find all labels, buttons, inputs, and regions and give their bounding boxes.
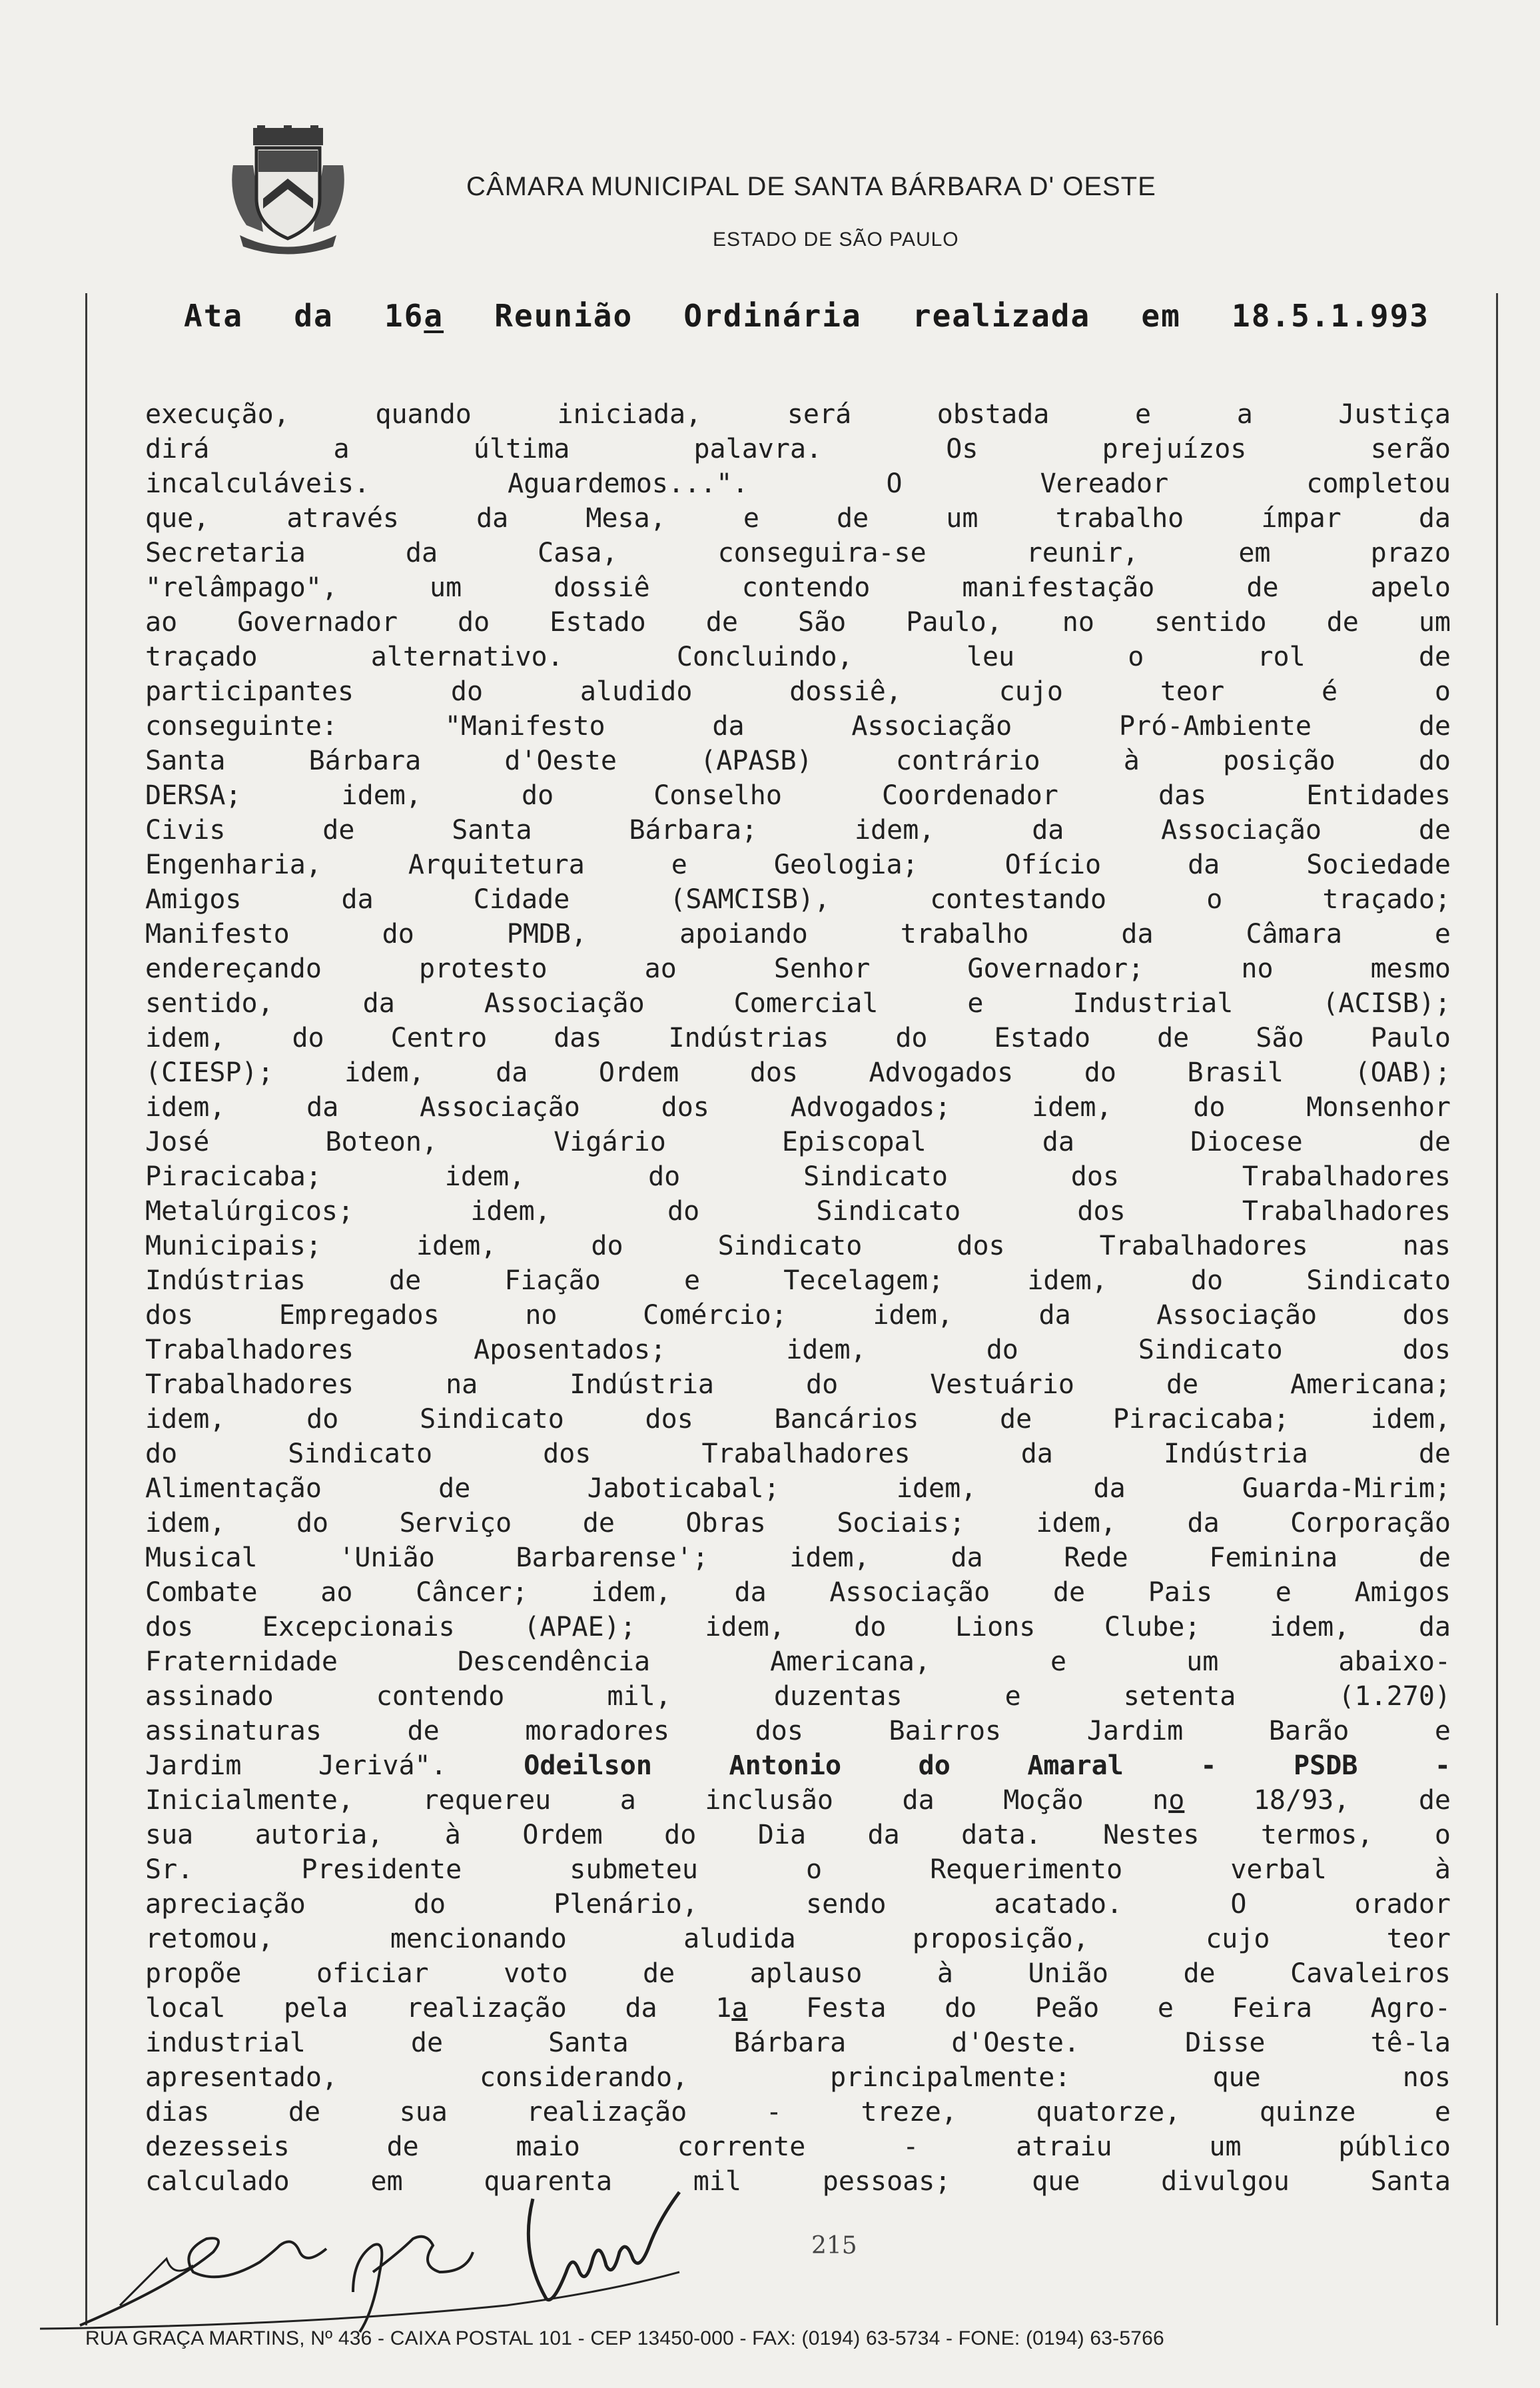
body-line: apreciação do Plenário, sendo acatado. O orador bbox=[145, 1889, 1451, 1920]
body-line: retomou, mencionando aludida proposição, cujo teor bbox=[145, 1924, 1451, 1954]
body-line: endereçando protesto ao Senhor Governador; no mesmo bbox=[145, 953, 1451, 984]
body-line: participantes do aludido dossiê, cujo teor é o bbox=[145, 676, 1451, 707]
body-line: Sr. Presidente submeteu o Requerimento verbal à bbox=[145, 1854, 1451, 1885]
body-line: industrial de Santa Bárbara d'Oeste. Disse tê-la bbox=[145, 2028, 1451, 2058]
body-line: dias de sua realização - treze, quatorze, quinze e bbox=[145, 2097, 1451, 2127]
body-line: Fraternidade Descendência Americana, e um abaixo- bbox=[145, 1646, 1451, 1677]
body-line: Metalúrgicos; idem, do Sindicato dos Trabalhadores bbox=[145, 1196, 1451, 1227]
minutes-title: Ata da 16a Reunião Ordinária realizada em 18.5.1.993 bbox=[184, 298, 1429, 334]
left-margin-rule bbox=[85, 293, 87, 2325]
body-line: idem, do Serviço de Obras Sociais; idem, da Corporação bbox=[145, 1508, 1451, 1538]
signatures-icon bbox=[40, 2172, 706, 2339]
body-line: Combate ao Câncer; idem, da Associação de Pais e Amigos bbox=[145, 1577, 1451, 1608]
body-line: conseguinte: "Manifesto da Associação Pró-Ambiente de bbox=[145, 711, 1451, 742]
body-line: José Boteon, Vigário Episcopal da Diocese de bbox=[145, 1127, 1451, 1157]
body-line: Musical 'União Barbarense'; idem, da Rede Feminina de bbox=[145, 1542, 1451, 1573]
body-line: apresentado, considerando, principalmente: que nos bbox=[145, 2062, 1451, 2093]
body-line: assinaturas de moradores dos Bairros Jardim Barão e bbox=[145, 1716, 1451, 1746]
body-line: dos Empregados no Comércio; idem, da Associação dos bbox=[145, 1300, 1451, 1331]
right-margin-rule bbox=[1496, 293, 1498, 2325]
body-line: Indústrias de Fiação e Tecelagem; idem, do Sindicato bbox=[145, 1265, 1451, 1296]
body-line: Municipais; idem, do Sindicato dos Trabalhadores nas bbox=[145, 1231, 1451, 1261]
body-line: Amigos da Cidade (SAMCISB), contestando o traçado; bbox=[145, 884, 1451, 915]
body-line: DERSA; idem, do Conselho Coordenador das Entidades bbox=[145, 780, 1451, 811]
body-line: local pela realização da 1a Festa do Peão e Feira Agro- bbox=[145, 1993, 1451, 2024]
body-line: do Sindicato dos Trabalhadores da Indústria de bbox=[145, 1439, 1451, 1469]
body-line: calculado em quarenta mil pessoas; que divulgou Santa bbox=[145, 2166, 1451, 2197]
body-line: Trabalhadores Aposentados; idem, do Sindicato dos bbox=[145, 1335, 1451, 1365]
body-line: "relâmpago", um dossiê contendo manifestação de apelo bbox=[145, 572, 1451, 603]
page-number: 215 bbox=[811, 2232, 857, 2259]
body-line: Alimentação de Jaboticabal; idem, da Guarda-Mirim; bbox=[145, 1473, 1451, 1504]
body-line: idem, do Sindicato dos Bancários de Piracicaba; idem, bbox=[145, 1404, 1451, 1435]
body-line: Inicialmente, requereu a inclusão da Moção no 18/93, de bbox=[145, 1785, 1451, 1816]
body-line: idem, da Associação dos Advogados; idem, do Monsenhor bbox=[145, 1092, 1451, 1123]
body-line: dos Excepcionais (APAE); idem, do Lions Clube; idem, da bbox=[145, 1612, 1451, 1642]
body-line: assinado contendo mil, duzentas e setenta (1.270) bbox=[145, 1681, 1451, 1712]
body-line: traçado alternativo. Concluindo, leu o rol de bbox=[145, 642, 1451, 672]
body-line: incalculáveis. Aguardemos...". O Vereador completou bbox=[145, 468, 1451, 499]
body-line: ao Governador do Estado de São Paulo, no sentido de um bbox=[145, 607, 1451, 638]
body-line: sentido, da Associação Comercial e Industrial (ACISB); bbox=[145, 988, 1451, 1019]
body-line: execução, quando iniciada, será obstada e a Justiça bbox=[145, 399, 1451, 430]
body-line: Secretaria da Casa, conseguira-se reunir, em prazo bbox=[145, 538, 1451, 568]
body-line: dezesseis de maio corrente - atraiu um público bbox=[145, 2131, 1451, 2162]
header-subtitle: ESTADO DE SÃO PAULO bbox=[713, 229, 959, 251]
body-line: Trabalhadores na Indústria do Vestuário de Americana; bbox=[145, 1369, 1451, 1400]
body-line: Piracicaba; idem, do Sindicato dos Trabalhadores bbox=[145, 1161, 1451, 1192]
speaker-name: Odeilson Antonio do Amaral - PSDB - bbox=[524, 1750, 1451, 1781]
body-line: (CIESP); idem, da Ordem dos Advogados do Brasil (OAB); bbox=[145, 1057, 1451, 1088]
body-line: idem, do Centro das Indústrias do Estado de São Paulo bbox=[145, 1023, 1451, 1053]
body-line: Jardim Jerivá". Odeilson Antonio do Amaral - PSDB - bbox=[145, 1750, 1451, 1781]
body-line: que, através da Mesa, e de um trabalho ímpar da bbox=[145, 503, 1451, 534]
body-line: Manifesto do PMDB, apoiando trabalho da Câmara e bbox=[145, 919, 1451, 949]
body-line: Engenharia, Arquitetura e Geologia; Ofício da Sociedade bbox=[145, 850, 1451, 880]
body-line: dirá a última palavra. Os prejuízos serão bbox=[145, 434, 1451, 464]
municipal-crest-icon bbox=[226, 125, 350, 255]
body-line: sua autoria, à Ordem do Dia da data. Nestes termos, o bbox=[145, 1820, 1451, 1850]
body-line: Santa Bárbara d'Oeste (APASB) contrário à posição do bbox=[145, 746, 1451, 776]
header-title: CÂMARA MUNICIPAL DE SANTA BÁRBARA D' OESTE bbox=[466, 172, 1156, 201]
body-line: Civis de Santa Bárbara; idem, da Associação de bbox=[145, 815, 1451, 846]
footer-address: RUA GRAÇA MARTINS, Nº 436 - CAIXA POSTAL 101 - CEP 13450-000 - FAX: (0194) 63-5734 - FONE: (0194) 63-5766 bbox=[85, 2327, 1164, 2349]
minutes-body bbox=[145, 397, 1451, 2199]
body-line: propõe oficiar voto de aplauso à União de Cavaleiros bbox=[145, 1958, 1451, 1989]
